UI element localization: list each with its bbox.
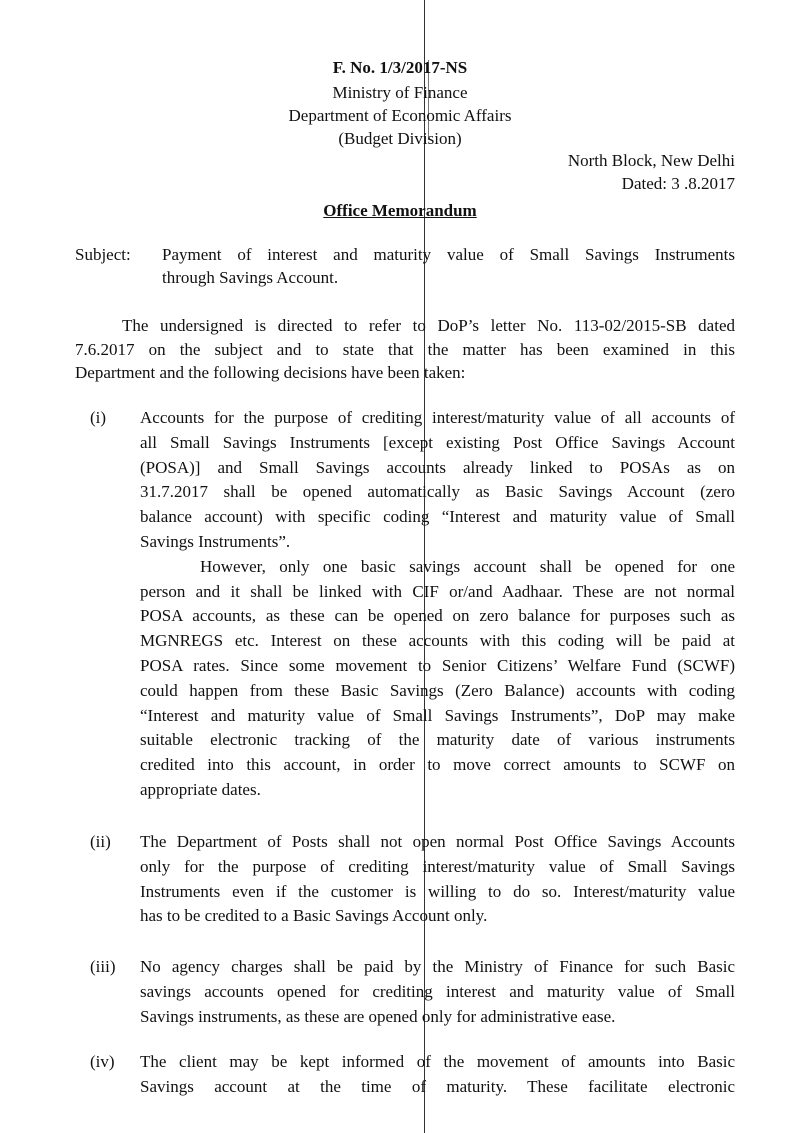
item-line: all Small Savings Instruments [except existing Post Office Savings Account [140, 432, 735, 452]
subject-line: Payment of interest and maturity value of Small Savings Instruments [162, 245, 735, 264]
item-line: credited into this account, in order to move correct amounts to SCWF on [140, 755, 735, 775]
item-line: POSA accounts, as these can be opened on zero balance for purposes such as [140, 606, 735, 626]
department: Department of Economic Affairs [288, 106, 512, 125]
ministry: Ministry of Finance [332, 83, 468, 102]
item-line: Savings account at the time of maturity. These facilitate electronic [140, 1076, 735, 1096]
intro-line: 7.6.2017 on the subject and to state that the matter has been examined in this [75, 340, 735, 359]
item-line: Accounts for the purpose of crediting interest/maturity value of all accounts of [140, 408, 735, 427]
item-line: savings accounts opened for crediting interest and maturity value of Small [140, 981, 735, 1001]
item-line: However, only one basic savings account shall be opened for one [200, 556, 735, 576]
item-number: (i) [90, 408, 107, 427]
item-line: The Department of Posts shall not open normal Post Office Savings Accounts [140, 832, 735, 851]
intro-line: The undersigned is directed to refer to DoP’s letter No. 113-02/2015-SB dated [122, 316, 735, 335]
item-line: balance account) with specific coding “Interest and maturity value of Small [140, 507, 735, 527]
item-line: Savings Instruments”. [140, 532, 291, 551]
item-line: person and it shall be linked with CIF or/and Aadhaar. These are not normal [140, 581, 735, 601]
date: Dated: 3 .8.2017 [621, 174, 735, 193]
item-line: No agency charges shall be paid by the Ministry of Finance for such Basic [140, 957, 735, 976]
item-line: suitable electronic tracking of the maturity date of various instruments [140, 730, 735, 750]
item-line: “Interest and maturity value of Small Savings Instruments”, DoP may make [140, 705, 735, 725]
item-line: The client may be kept informed of the movement of amounts into Basic [140, 1052, 735, 1071]
item-line: 31.7.2017 shall be opened automatically as Basic Savings Account (zero [140, 482, 735, 502]
item-line: has to be credited to a Basic Savings Account only. [140, 906, 488, 926]
item-line: Savings instruments, as these are opened only for administrative ease. [140, 1006, 616, 1026]
intro-line: Department and the following decisions have been taken: [75, 363, 466, 382]
item-number: (ii) [90, 832, 111, 851]
item-line: Instruments even if the customer is willing to do so. Interest/maturity value [140, 881, 735, 901]
memo-title: Office Memorandum [323, 201, 477, 220]
item-line: only for the purpose of crediting interest/maturity value of Small Savings [140, 856, 735, 876]
item-number: (iv) [90, 1052, 115, 1071]
item-line: appropriate dates. [140, 780, 261, 799]
location: North Block, New Delhi [567, 151, 735, 170]
item-line: MGNREGS etc. Interest on these accounts with this coding will be paid at [140, 631, 735, 651]
division: (Budget Division) [338, 129, 462, 148]
subject-label: Subject: [75, 245, 131, 264]
item-line: could happen from these Basic Savings (Zero Balance) accounts with coding [140, 680, 735, 700]
file-number: F. No. 1/3/2017-NS [332, 58, 468, 77]
subject-line: through Savings Account. [162, 268, 339, 287]
item-number: (iii) [90, 957, 116, 976]
item-line: POSA rates. Since some movement to Senior Citizens’ Welfare Fund (SCWF) [140, 656, 735, 675]
item-line: (POSA)] and Small Savings accounts already linked to POSAs as on [140, 457, 735, 477]
